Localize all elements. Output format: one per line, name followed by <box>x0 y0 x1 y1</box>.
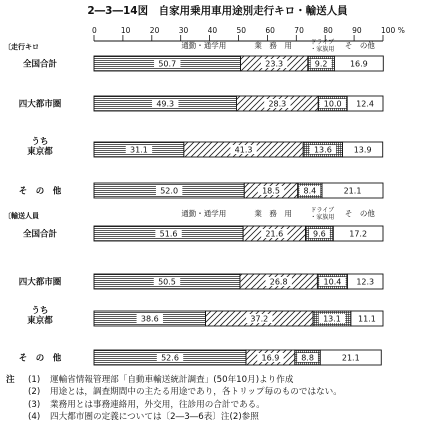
value-label: 50.5 <box>158 277 176 287</box>
value-label: 8.4 <box>303 186 317 196</box>
value-label: 38.6 <box>140 314 159 324</box>
note-item <box>6 399 431 411</box>
row-label: 東京都 <box>27 316 53 326</box>
note-number: (3) <box>28 399 41 410</box>
bar-row <box>27 305 383 326</box>
legend-label: ドライブ <box>310 39 335 46</box>
value-label: 37.2 <box>250 314 269 324</box>
bar-row <box>19 274 383 289</box>
note-text: 運輸省情報管理部「自動車輸送統計調査」(50年10月)より作成 <box>50 375 294 385</box>
panel-label: 〔走行キロ <box>4 43 39 51</box>
x-tick-label: 0 <box>92 26 97 35</box>
x-tick-label: 40 <box>207 26 218 35</box>
value-label: 31.1 <box>130 145 148 155</box>
value-label: 10.0 <box>323 99 342 109</box>
x-tick-label: 70 <box>294 26 304 35</box>
note-number: (4) <box>28 412 41 423</box>
value-label: 52.6 <box>161 353 179 363</box>
x-tick-label: 80 <box>323 26 333 35</box>
value-label: 50.7 <box>158 59 177 69</box>
value-label: 16.9 <box>349 59 368 69</box>
note-number: (2) <box>28 387 41 398</box>
note-text: 業務用とは事務連絡用，外交用，往診用の合計である。 <box>50 399 265 410</box>
row-label: 四大都市圏 <box>18 99 62 110</box>
row-label: うち <box>31 306 49 316</box>
value-label: 17.2 <box>349 229 368 239</box>
note-text: 用途とは，調査期間中の主たる用途であり，各トリップ毎のものではない。 <box>50 387 342 398</box>
note-text: 四大都市圏の定義については〔2―3―6表〕注(2)参照 <box>50 412 259 423</box>
value-label: 8.8 <box>301 353 314 363</box>
panel-1 <box>4 38 383 198</box>
value-label: 12.4 <box>356 99 374 109</box>
value-label: 52.0 <box>160 186 179 196</box>
value-label: 49.3 <box>156 99 175 109</box>
legend-label: 通勤・通学用 <box>181 209 227 218</box>
value-label: 9.6 <box>313 229 326 239</box>
notes-block <box>6 374 431 424</box>
legend-label: 通勤・通学用 <box>181 41 227 50</box>
bar-row <box>23 56 383 71</box>
legend-label: 業 務 用 <box>254 209 292 218</box>
value-label: 23.3 <box>265 59 284 69</box>
note-item <box>6 386 431 398</box>
value-label: 26.8 <box>269 277 288 287</box>
notes-heading: 注 <box>6 375 15 385</box>
note-number: (1) <box>28 375 41 385</box>
value-label: 21.1 <box>341 353 360 363</box>
legend-label: そ の他 <box>344 209 375 218</box>
x-tick-label: 30 <box>178 26 189 35</box>
legend-label: ドライブ <box>310 207 335 214</box>
row-label: そ の 他 <box>18 186 62 197</box>
panel-label: 〔輸送人員 <box>4 212 39 220</box>
legend-label: ・家族用 <box>310 214 335 221</box>
value-label: 10.4 <box>323 277 342 287</box>
bar-row <box>19 183 383 198</box>
value-label: 12.3 <box>356 277 375 287</box>
x-tick-label: 90 <box>352 26 362 35</box>
bar-row <box>19 96 383 111</box>
x-tick-label: 10 <box>120 26 131 35</box>
bar-row <box>19 350 382 365</box>
note-item <box>6 374 431 386</box>
row-label: 全国合計 <box>22 59 58 70</box>
panel-2 <box>4 206 383 365</box>
note-item <box>6 411 431 423</box>
value-label: 16.9 <box>261 353 280 363</box>
value-label: 28.3 <box>268 99 287 109</box>
legend-label: そ の他 <box>344 41 375 50</box>
value-label: 18.5 <box>262 186 280 196</box>
legend-label: 業 務 用 <box>254 41 292 50</box>
value-label: 11.1 <box>358 314 376 324</box>
value-label: 13.1 <box>323 314 341 324</box>
row-label: 四大都市圏 <box>18 277 62 288</box>
x-tick-label: 50 <box>236 26 247 35</box>
value-label: 9.2 <box>314 59 328 69</box>
legend-label: ・家族用 <box>310 46 335 53</box>
row-label: 東京都 <box>27 147 53 157</box>
row-label: うち <box>31 137 49 147</box>
bar-row <box>23 226 383 241</box>
value-label: 21.6 <box>265 229 284 239</box>
x-tick-label: 60 <box>265 26 275 35</box>
chart-title: 2―3―14図 自家用乗用車用途別走行キロ・輸送人員 <box>87 5 348 17</box>
value-label: 13.6 <box>313 145 332 155</box>
value-label: 41.3 <box>234 145 253 155</box>
row-label: 全国合計 <box>22 229 58 240</box>
x-tick-label: 20 <box>149 26 160 35</box>
row-label: そ の 他 <box>18 353 62 364</box>
value-label: 21.1 <box>343 186 362 196</box>
bar-row <box>27 136 382 157</box>
x-tick-label: 100 % <box>381 26 405 35</box>
value-label: 51.6 <box>159 229 178 239</box>
value-label: 13.9 <box>353 145 372 155</box>
